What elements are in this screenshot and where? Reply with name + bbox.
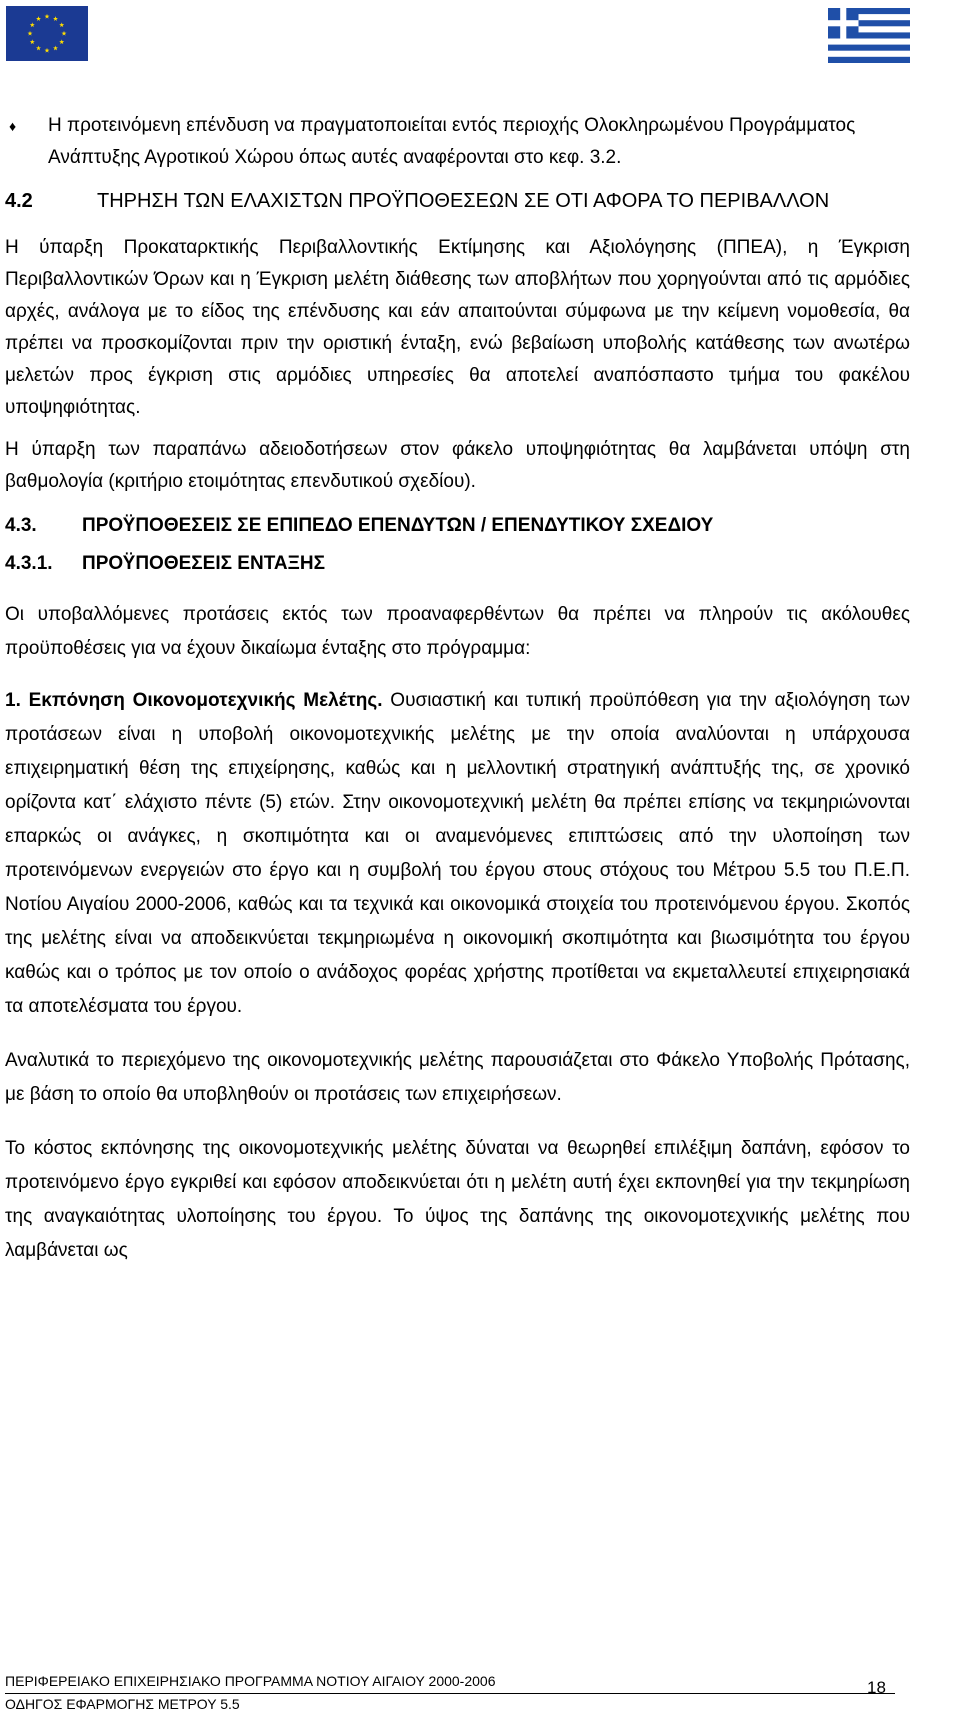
eu-flag-logo	[6, 6, 88, 61]
diamond-bullet-icon: ♦	[9, 118, 17, 134]
paragraph-licenses: Η ύπαρξη των παραπάνω αδειοδοτήσεων στον φάκελο υποψηφιότητας θα λαμβάνεται υπόψη στη βαθμολογία (κριτήριο ετοιμότητας επενδυτικού σχεδίου).	[5, 439, 910, 492]
document-body	[5, 110, 910, 1268]
paragraph-intro: Οι υποβαλλόμενες προτάσεις εκτός των προαναφερθέντων θα πρέπει να πληρούν τις ακόλουθες προϋποθέσεις για να έχουν δικαίωμα ένταξης στο πρόγραμμα:	[5, 604, 910, 659]
footer-divider	[5, 1693, 895, 1694]
section-number: 4.3.1.	[5, 553, 53, 574]
greek-flag-logo	[828, 8, 910, 63]
section-title: ΠΡΟΫΠΟΘΕΣΕΙΣ ΣΕ ΕΠΙΠΕΔΟ ΕΠΕΝΔΥΤΩΝ / ΕΠΕΝΔΥΤΙΚΟΥ ΣΧΕΔΙΟΥ	[82, 515, 714, 536]
item-title: 1. Εκπόνηση Οικονομοτεχνικής Μελέτης.	[5, 690, 383, 711]
footer-guide-title: ΟΔΗΓΟΣ ΕΦΑΡΜΟΓΗΣ ΜΕΤΡΟΥ 5.5	[5, 1696, 240, 1712]
bullet-item	[5, 110, 910, 174]
section-number: 4.2	[5, 190, 33, 212]
section-heading-4-2	[5, 184, 910, 218]
section-heading-4-3	[5, 512, 910, 540]
footer-program-title: ΠΕΡΙΦΕΡΕΙΑΚΟ ΕΠΙΧΕΙΡΗΣΙΑΚΟ ΠΡΟΓΡΑΜΜΑ ΝΟΤΙΟΥ ΑΙΓΑΙΟΥ 2000-2006	[5, 1673, 496, 1689]
section-heading-4-3-1	[5, 550, 910, 578]
section-title: ΠΡΟΫΠΟΘΕΣΕΙΣ ΕΝΤΑΞΗΣ	[82, 553, 325, 574]
paragraph-analytic: Αναλυτικά το περιεχόμενο της οικονομοτεχνικής μελέτης παρουσιάζεται στο Φάκελο Υποβολής Πρότασης, με βάση το οποίο θα υποβληθούν οι προτάσεις των επιχειρήσεων.	[5, 1050, 910, 1105]
section-title: ΤΗΡΗΣΗ ΤΩΝ ΕΛΑΧΙΣΤΩΝ ΠΡΟΫΠΟΘΕΣΕΩΝ ΣΕ ΟΤΙ ΑΦΟΡΑ ΤΟ ΠΕΡΙΒΑΛΛΟΝ	[97, 190, 830, 212]
page-number: 18	[867, 1678, 886, 1697]
paragraph-study	[5, 684, 910, 1024]
paragraph-environment: Η ύπαρξη Προκαταρκτικής Περιβαλλοντικής Εκτίμησης και Αξιολόγησης (ΠΠΕΑ), η Έγκριση Περιβαλλοντικών Όρων και η Έγκριση μελέτη διάθεσης των αποβλήτων που χορηγούνται από τις αρμόδιες αρχές, ανάλογα με το είδος της επένδυσης και εάν απαιτούνται σύμφωνα με την κείμενη νομοθεσία, θα πρέπει να προσκομίζονται πριν την οριστική ένταξη, ενώ βεβαίωση υποβολής κατάθεσης των ανωτέρω μελετών προς έγκριση στις αρμόδιες υπηρεσίες θα αποτελεί αναπόσπαστο τμήμα του φακέλου υποψηφιότητας.	[5, 237, 910, 418]
section-number: 4.3.	[5, 515, 37, 536]
item-text: Ουσιαστική και τυπική προϋπόθεση για την αξιολόγηση των προτάσεων είναι η υποβολή οικονομοτεχνικής μελέτης με την οποία αναλύονται η υπάρχουσα επιχειρηματική θέση της επιχείρησης, καθώς και η μελλοντική στρατηγική ανάπτυξής της, σε χρονικό ορίζοντα κατ΄ ελάχιστο πέντε (5) ετών. Στην οικονομοτεχνική μελέτη θα πρέπει επίσης να τεκμηριώνονται επαρκώς οι ανάγκες, η σκοπιμότητα και οι αναμενόμενες επιπτώσεις από την υλοποίηση των προτεινόμενων ενεργειών στο έργο και η συμβολή του έργου στους στόχους του Μέτρου 5.5 του Π.Ε.Π. Νοτίου Αιγαίου 2000-2006, καθώς και τα τεχνικά και οικονομικά στοιχεία του προτεινόμενου έργου. Σκοπός της μελέτης είναι να αποδεικνύεται τεκμηριωμένα η οικονομική σκοπιμότητα και βιωσιμότητα του έργου καθώς και ο τρόπος με τον οποίο ο ανάδοχος φορέας χρήστης προτίθεται να εκμεταλλευτεί επιχειρησιακά τα αποτελέσματα του έργου.	[5, 690, 911, 1017]
paragraph-cost: Το κόστος εκπόνησης της οικονομοτεχνικής μελέτης δύναται να θεωρηθεί επιλέξιμη δαπάνη, εφόσον το προτεινόμενο έργο εγκριθεί και εφόσον αποδεικνύεται ότι η μελέτη αυτή έχει εκπονηθεί για την τεκμηρίωση της αναγκαιότητας υλοποίησης του έργου. Το ύψος της δαπάνης της οικονομοτεχνικής μελέτης που λαμβάνεται ως	[5, 1138, 910, 1261]
bullet-text: Η προτεινόμενη επένδυση να πραγματοποιείται εντός περιοχής Ολοκληρωμένου Προγράμματος Ανάπτυξης Αγροτικού Χώρου όπως αυτές αναφέρονται στο κεφ. 3.2.	[48, 115, 856, 168]
